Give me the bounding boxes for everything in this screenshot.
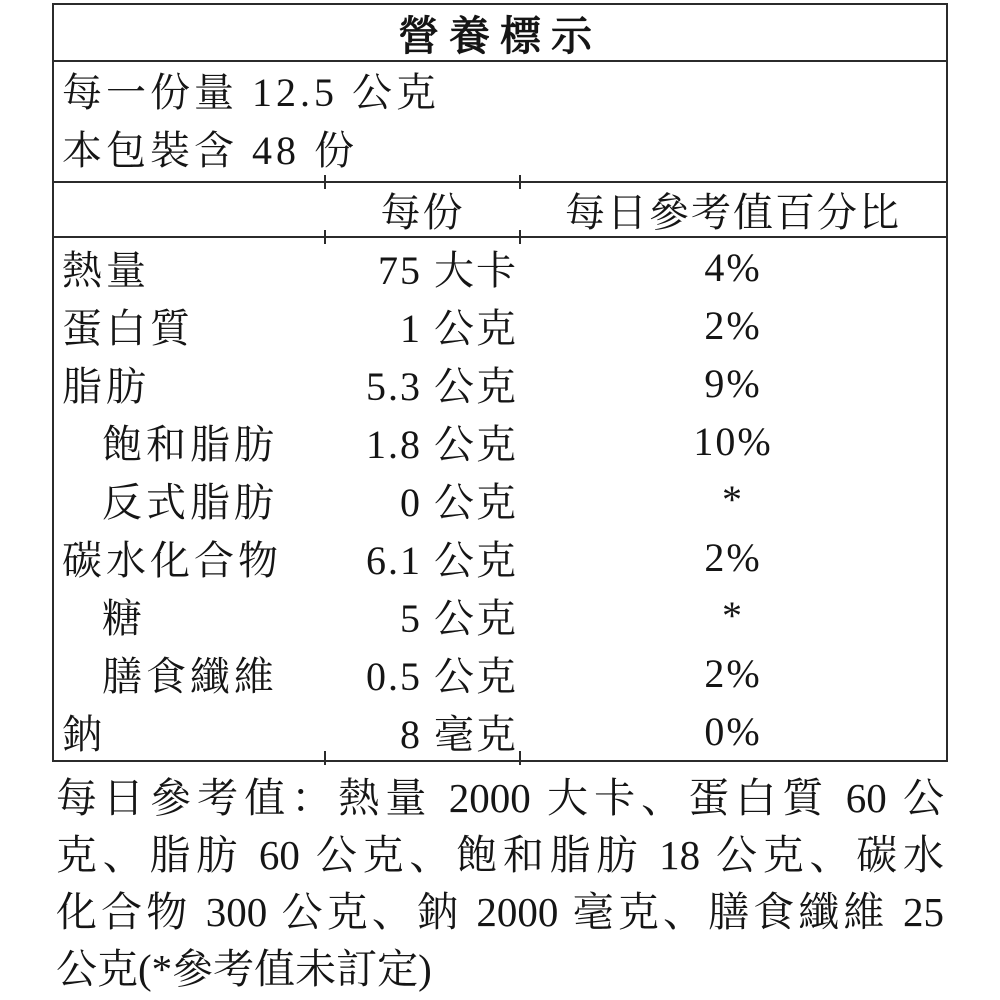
row-calories bbox=[54, 238, 946, 296]
daily-reference-footnote bbox=[56, 770, 944, 998]
row-sugar bbox=[54, 586, 946, 644]
nutrient-value: 8 毫克 bbox=[400, 711, 518, 757]
nutrient-daily-value: 2% bbox=[704, 534, 762, 580]
row-fat bbox=[54, 354, 946, 412]
column-divider-tick bbox=[324, 230, 326, 244]
row-sodium bbox=[54, 702, 946, 760]
column-divider-tick bbox=[519, 751, 521, 765]
nutrient-label: 鈉 bbox=[62, 711, 106, 757]
nutrient-label: 脂肪 bbox=[62, 363, 150, 409]
nutrient-daily-value: * bbox=[722, 476, 744, 522]
footnote-line: 每日參考值：熱量 2000 大卡、蛋白質 60 公 bbox=[56, 775, 944, 821]
column-header-daily-value-percent: 每日參考值百分比 bbox=[565, 190, 901, 235]
nutrient-daily-value: 9% bbox=[704, 360, 762, 406]
row-protein bbox=[54, 296, 946, 354]
nutrient-daily-value: 0% bbox=[704, 708, 762, 754]
nutrient-value: 75 大卡 bbox=[378, 247, 518, 293]
nutrient-value: 0 公克 bbox=[400, 479, 518, 525]
nutrient-value: 5.3 公克 bbox=[366, 363, 518, 409]
nutrient-value: 5 公克 bbox=[400, 595, 518, 641]
nutrient-label: 蛋白質 bbox=[62, 305, 194, 351]
nutrition-facts-table bbox=[52, 3, 948, 762]
column-header-row bbox=[54, 183, 946, 238]
row-saturated-fat bbox=[54, 412, 946, 470]
column-divider-tick bbox=[519, 230, 521, 244]
nutrient-daily-value: 4% bbox=[704, 244, 762, 290]
footnote-line: 公克(*參考值未訂定) bbox=[56, 946, 432, 992]
table-title: 營養標示 bbox=[398, 13, 602, 59]
column-divider-tick bbox=[324, 751, 326, 765]
nutrient-daily-value: 2% bbox=[704, 302, 762, 348]
row-trans-fat bbox=[54, 470, 946, 528]
row-carbohydrate bbox=[54, 528, 946, 586]
footnote-line: 化合物 300 公克、鈉 2000 毫克、膳食纖維 25 bbox=[56, 889, 944, 935]
nutrient-value: 0.5 公克 bbox=[366, 653, 518, 699]
table-title-row bbox=[54, 5, 946, 62]
nutrient-daily-value: 2% bbox=[704, 650, 762, 696]
nutrient-label: 飽和脂肪 bbox=[102, 421, 278, 467]
column-divider-tick bbox=[519, 175, 521, 189]
nutrient-value: 6.1 公克 bbox=[366, 537, 518, 583]
row-dietary-fiber bbox=[54, 644, 946, 702]
column-divider-tick bbox=[324, 175, 326, 189]
column-header-per-serving: 每份 bbox=[380, 190, 465, 235]
serving-size-text: 每一份量 12.5 公克 bbox=[62, 69, 440, 115]
nutrient-value: 1.8 公克 bbox=[366, 421, 518, 467]
nutrient-daily-value: 10% bbox=[693, 418, 773, 464]
nutrient-label: 反式脂肪 bbox=[102, 479, 278, 525]
nutrient-label: 碳水化合物 bbox=[62, 537, 282, 583]
nutrient-label: 膳食纖維 bbox=[102, 653, 278, 699]
nutrient-label: 糖 bbox=[102, 595, 146, 641]
nutrient-label: 熱量 bbox=[62, 247, 150, 293]
serving-info-section bbox=[54, 62, 946, 183]
nutrient-value: 1 公克 bbox=[400, 305, 518, 351]
servings-per-package-text: 本包裝含 48 份 bbox=[62, 127, 358, 173]
footnote-line: 克、脂肪 60 公克、飽和脂肪 18 公克、碳水 bbox=[56, 832, 944, 878]
nutrient-daily-value: * bbox=[722, 592, 744, 638]
